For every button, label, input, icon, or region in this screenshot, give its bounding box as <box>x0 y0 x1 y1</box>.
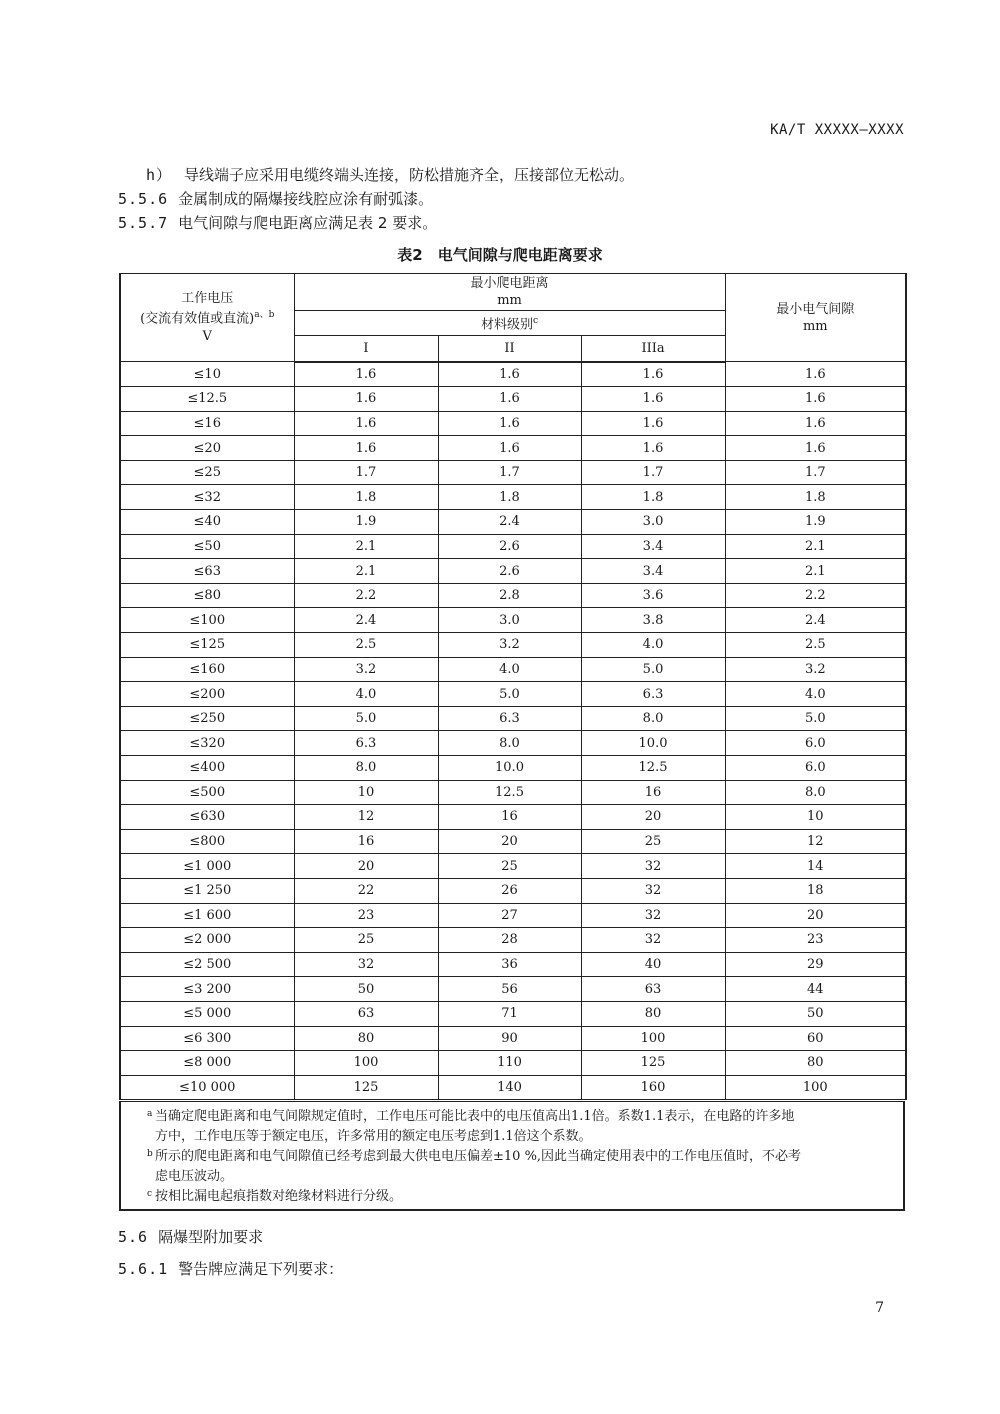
table-body <box>120 362 906 1100</box>
cell-creepage-iiia: 3.6 <box>581 583 725 608</box>
cell-creepage-iiia: 20 <box>581 805 725 830</box>
cell-clearance: 1.9 <box>725 510 906 535</box>
cell-clearance: 8.0 <box>725 780 906 805</box>
cell-creepage-iiia: 3.4 <box>581 559 725 584</box>
cell-clearance: 2.2 <box>725 583 906 608</box>
cell-voltage: ≤63 <box>120 559 294 584</box>
cell-voltage: ≤12.5 <box>120 387 294 412</box>
note-c <box>147 1187 897 1207</box>
cell-creepage-iiia: 100 <box>581 1026 725 1051</box>
cell-creepage-ii: 10.0 <box>438 756 581 781</box>
cell-clearance: 1.6 <box>725 387 906 412</box>
cell-clearance: 12 <box>725 829 906 854</box>
table-row <box>120 952 906 977</box>
cell-creepage-i: 3.2 <box>294 657 438 682</box>
cell-voltage: ≤5 000 <box>120 1001 294 1026</box>
cell-creepage-ii: 2.4 <box>438 510 581 535</box>
cell-creepage-i: 100 <box>294 1051 438 1076</box>
cell-clearance: 18 <box>725 878 906 903</box>
cell-voltage: ≤200 <box>120 682 294 707</box>
cell-creepage-i: 22 <box>294 878 438 903</box>
cell-creepage-ii: 1.7 <box>438 460 581 485</box>
clause-text: 电气间隙与爬电距离应满足表 2 要求。 <box>178 214 438 232</box>
cell-creepage-i: 1.8 <box>294 485 438 510</box>
cell-creepage-iiia: 12.5 <box>581 756 725 781</box>
cell-creepage-iiia: 3.4 <box>581 534 725 559</box>
cell-creepage-ii: 36 <box>438 952 581 977</box>
cell-creepage-iiia: 4.0 <box>581 633 725 658</box>
cell-creepage-iiia: 40 <box>581 952 725 977</box>
cell-voltage: ≤1 600 <box>120 903 294 928</box>
page-number: 7 <box>875 1300 884 1316</box>
cell-creepage-ii: 140 <box>438 1075 581 1100</box>
cell-creepage-i: 1.6 <box>294 387 438 412</box>
cell-voltage: ≤630 <box>120 805 294 830</box>
cell-creepage-iiia: 1.8 <box>581 485 725 510</box>
cell-creepage-ii: 8.0 <box>438 731 581 756</box>
cell-voltage: ≤2 000 <box>120 928 294 953</box>
table-row <box>120 411 906 436</box>
table-row <box>120 1075 906 1100</box>
cell-creepage-ii: 28 <box>438 928 581 953</box>
cell-voltage: ≤8 000 <box>120 1051 294 1076</box>
cell-creepage-ii: 1.6 <box>438 436 581 461</box>
table-row <box>120 1051 906 1076</box>
cell-creepage-ii: 5.0 <box>438 682 581 707</box>
header-working-voltage <box>120 274 294 362</box>
cell-creepage-i: 6.3 <box>294 731 438 756</box>
cell-clearance: 20 <box>725 903 906 928</box>
cell-voltage: ≤320 <box>120 731 294 756</box>
table-notes <box>119 1101 905 1211</box>
table-title: 表2 电气间隙与爬电距离要求 <box>397 246 603 264</box>
cell-creepage-ii: 1.6 <box>438 387 581 412</box>
cell-creepage-i: 12 <box>294 805 438 830</box>
cell-voltage: ≤20 <box>120 436 294 461</box>
cell-creepage-i: 1.7 <box>294 460 438 485</box>
table-row <box>120 460 906 485</box>
cell-creepage-ii: 3.2 <box>438 633 581 658</box>
table-row <box>120 608 906 633</box>
cell-voltage: ≤400 <box>120 756 294 781</box>
table-row <box>120 1001 906 1026</box>
cell-voltage: ≤1 000 <box>120 854 294 879</box>
cell-creepage-ii: 3.0 <box>438 608 581 633</box>
cell-clearance: 1.6 <box>725 362 906 387</box>
cell-clearance: 1.8 <box>725 485 906 510</box>
cell-clearance: 10 <box>725 805 906 830</box>
cell-creepage-i: 63 <box>294 1001 438 1026</box>
cell-creepage-ii: 2.8 <box>438 583 581 608</box>
table-row <box>120 928 906 953</box>
table-row <box>120 780 906 805</box>
cell-voltage: ≤6 300 <box>120 1026 294 1051</box>
header-min-clearance <box>725 274 906 362</box>
cell-clearance: 100 <box>725 1075 906 1100</box>
document-code: KA/T XXXXX—XXXX <box>770 122 904 138</box>
cell-voltage: ≤800 <box>120 829 294 854</box>
cell-creepage-iiia: 1.6 <box>581 436 725 461</box>
cell-clearance: 2.4 <box>725 608 906 633</box>
cell-creepage-i: 1.9 <box>294 510 438 535</box>
cell-creepage-i: 10 <box>294 780 438 805</box>
cell-creepage-i: 2.2 <box>294 583 438 608</box>
cell-creepage-i: 1.6 <box>294 362 438 387</box>
cell-creepage-iiia: 3.8 <box>581 608 725 633</box>
cell-creepage-ii: 25 <box>438 854 581 879</box>
cell-creepage-iiia: 8.0 <box>581 706 725 731</box>
note-mark: a <box>147 1109 153 1119</box>
cell-creepage-i: 16 <box>294 829 438 854</box>
clause-text: 金属制成的隔爆接线腔应涂有耐弧漆。 <box>178 190 434 208</box>
cell-clearance: 2.1 <box>725 559 906 584</box>
cell-clearance: 6.0 <box>725 731 906 756</box>
voltage-footnote-mark: a、b <box>254 310 275 321</box>
cell-creepage-iiia: 16 <box>581 780 725 805</box>
table-row <box>120 657 906 682</box>
material-footnote-mark: c <box>533 315 539 326</box>
table-row <box>120 756 906 781</box>
voltage-subtitle <box>121 307 294 327</box>
cell-voltage: ≤32 <box>120 485 294 510</box>
cell-clearance: 4.0 <box>725 682 906 707</box>
clearance-title: 最小电气间隙 <box>776 301 855 317</box>
cell-clearance: 23 <box>725 928 906 953</box>
cell-creepage-ii: 1.8 <box>438 485 581 510</box>
table-row <box>120 706 906 731</box>
cell-clearance: 3.2 <box>725 657 906 682</box>
header-material-group <box>294 311 725 336</box>
table-row <box>120 362 906 387</box>
cell-creepage-iiia: 1.6 <box>581 387 725 412</box>
cell-voltage: ≤16 <box>120 411 294 436</box>
creepage-title: 最小爬电距离 <box>470 276 549 291</box>
table-row <box>120 682 906 707</box>
note-b <box>147 1147 897 1187</box>
creepage-unit: mm <box>497 293 522 308</box>
item-label: h） <box>146 166 173 184</box>
cell-creepage-i: 125 <box>294 1075 438 1100</box>
cell-creepage-ii: 1.6 <box>438 411 581 436</box>
table-row <box>120 559 906 584</box>
cell-creepage-iiia: 32 <box>581 878 725 903</box>
cell-clearance: 50 <box>725 1001 906 1026</box>
clause-number: 5.5.6 <box>118 190 169 208</box>
cell-creepage-iiia: 6.3 <box>581 682 725 707</box>
cell-creepage-iiia: 5.0 <box>581 657 725 682</box>
cell-voltage: ≤250 <box>120 706 294 731</box>
header-group-i: I <box>294 336 438 362</box>
cell-creepage-iiia: 25 <box>581 829 725 854</box>
voltage-unit: V <box>202 328 212 344</box>
clause-number: 5.6.1 <box>118 1260 169 1278</box>
cell-creepage-i: 2.4 <box>294 608 438 633</box>
cell-clearance: 6.0 <box>725 756 906 781</box>
cell-creepage-iiia: 1.6 <box>581 362 725 387</box>
item-text: 导线端子应采用电缆终端头连接，防松措施齐全，压接部位无松动。 <box>184 166 635 184</box>
cell-creepage-i: 4.0 <box>294 682 438 707</box>
cell-creepage-ii: 2.6 <box>438 534 581 559</box>
cell-creepage-iiia: 125 <box>581 1051 725 1076</box>
cell-voltage: ≤80 <box>120 583 294 608</box>
clause-text: 警告牌应满足下列要求： <box>178 1260 344 1278</box>
section-number: 5.6 <box>118 1228 149 1246</box>
cell-creepage-i: 5.0 <box>294 706 438 731</box>
cell-voltage: ≤40 <box>120 510 294 535</box>
cell-clearance: 2.5 <box>725 633 906 658</box>
cell-voltage: ≤160 <box>120 657 294 682</box>
cell-creepage-iiia: 63 <box>581 977 725 1002</box>
cell-creepage-i: 23 <box>294 903 438 928</box>
voltage-subtitle-text: (交流有效值或直流) <box>140 311 255 327</box>
table-row <box>120 805 906 830</box>
note-line: 所示的爬电距离和电气间隙值已经考虑到最大供电电压偏差±10 %,因此当确定使用表中的工作电压值时，不必考 <box>155 1149 802 1164</box>
cell-creepage-i: 25 <box>294 928 438 953</box>
cell-creepage-i: 1.6 <box>294 411 438 436</box>
cell-creepage-iiia: 160 <box>581 1075 725 1100</box>
table-row <box>120 878 906 903</box>
cell-creepage-ii: 110 <box>438 1051 581 1076</box>
cell-clearance: 80 <box>725 1051 906 1076</box>
cell-creepage-i: 2.5 <box>294 633 438 658</box>
cell-creepage-iiia: 1.6 <box>581 411 725 436</box>
cell-voltage: ≤50 <box>120 534 294 559</box>
note-line: 当确定爬电距离和电气间隙规定值时，工作电压可能比表中的电压值高出1.1倍。系数1.1表示，在电路的许多地 <box>155 1109 795 1124</box>
cell-voltage: ≤10 <box>120 362 294 387</box>
clause-5-6-1 <box>118 1258 343 1279</box>
cell-voltage: ≤25 <box>120 460 294 485</box>
note-line: 按相比漏电起痕指数对绝缘材料进行分级。 <box>155 1189 403 1204</box>
cell-clearance: 29 <box>725 952 906 977</box>
cell-clearance: 1.6 <box>725 411 906 436</box>
cell-creepage-i: 80 <box>294 1026 438 1051</box>
clause-number: 5.5.7 <box>118 214 169 232</box>
table-row <box>120 485 906 510</box>
note-mark: c <box>147 1189 153 1199</box>
table-row <box>120 510 906 535</box>
cell-creepage-i: 50 <box>294 977 438 1002</box>
note-mark: b <box>147 1149 153 1159</box>
cell-creepage-iiia: 32 <box>581 854 725 879</box>
cell-creepage-ii: 20 <box>438 829 581 854</box>
cell-creepage-iiia: 80 <box>581 1001 725 1026</box>
cell-creepage-ii: 12.5 <box>438 780 581 805</box>
cell-clearance: 1.6 <box>725 436 906 461</box>
cell-creepage-ii: 6.3 <box>438 706 581 731</box>
section-5-6 <box>118 1226 263 1247</box>
cell-creepage-ii: 27 <box>438 903 581 928</box>
clearance-unit: mm <box>802 318 828 334</box>
cell-creepage-i: 2.1 <box>294 534 438 559</box>
cell-creepage-i: 1.6 <box>294 436 438 461</box>
table-row <box>120 977 906 1002</box>
clause-5-5-7 <box>118 212 437 233</box>
table-row <box>120 903 906 928</box>
voltage-label: 工作电压 <box>181 291 234 307</box>
cell-voltage: ≤1 250 <box>120 878 294 903</box>
table-row <box>120 854 906 879</box>
material-group-label: 材料级别 <box>480 317 533 333</box>
cell-creepage-ii: 90 <box>438 1026 581 1051</box>
list-item-h <box>146 164 634 185</box>
cell-creepage-iiia: 10.0 <box>581 731 725 756</box>
cell-creepage-i: 32 <box>294 952 438 977</box>
cell-clearance: 1.7 <box>725 460 906 485</box>
cell-voltage: ≤10 000 <box>120 1075 294 1100</box>
cell-creepage-ii: 26 <box>438 878 581 903</box>
note-line: 方中，工作电压等于额定电压，许多常用的额定电压考虑到1.1倍这个系数。 <box>155 1129 592 1144</box>
cell-clearance: 14 <box>725 854 906 879</box>
cell-voltage: ≤3 200 <box>120 977 294 1002</box>
table-row <box>120 583 906 608</box>
cell-clearance: 2.1 <box>725 534 906 559</box>
cell-creepage-ii: 2.6 <box>438 559 581 584</box>
cell-creepage-iiia: 32 <box>581 903 725 928</box>
table-row <box>120 1026 906 1051</box>
table-row <box>120 829 906 854</box>
cell-voltage: ≤2 500 <box>120 952 294 977</box>
cell-creepage-ii: 1.6 <box>438 362 581 387</box>
cell-creepage-iiia: 1.7 <box>581 460 725 485</box>
cell-clearance: 44 <box>725 977 906 1002</box>
table-row <box>120 387 906 412</box>
clause-5-5-6 <box>118 188 433 209</box>
note-a <box>147 1107 897 1147</box>
cell-creepage-i: 20 <box>294 854 438 879</box>
table-row <box>120 534 906 559</box>
cell-voltage: ≤125 <box>120 633 294 658</box>
cell-creepage-ii: 56 <box>438 977 581 1002</box>
header-group-iiia: IIIa <box>581 336 725 362</box>
table-row <box>120 436 906 461</box>
cell-creepage-ii: 16 <box>438 805 581 830</box>
clearance-creepage-table <box>119 273 907 1100</box>
cell-clearance: 60 <box>725 1026 906 1051</box>
cell-creepage-i: 8.0 <box>294 756 438 781</box>
table-row <box>120 731 906 756</box>
cell-creepage-iiia: 3.0 <box>581 510 725 535</box>
section-title: 隔爆型附加要求 <box>158 1228 264 1246</box>
header-min-creepage <box>294 274 725 311</box>
cell-voltage: ≤100 <box>120 608 294 633</box>
cell-creepage-i: 2.1 <box>294 559 438 584</box>
cell-creepage-iiia: 32 <box>581 928 725 953</box>
cell-voltage: ≤500 <box>120 780 294 805</box>
table-row <box>120 633 906 658</box>
note-line: 虑电压波动。 <box>155 1169 234 1184</box>
cell-creepage-ii: 4.0 <box>438 657 581 682</box>
cell-creepage-ii: 71 <box>438 1001 581 1026</box>
cell-clearance: 5.0 <box>725 706 906 731</box>
header-group-ii: II <box>438 336 581 362</box>
